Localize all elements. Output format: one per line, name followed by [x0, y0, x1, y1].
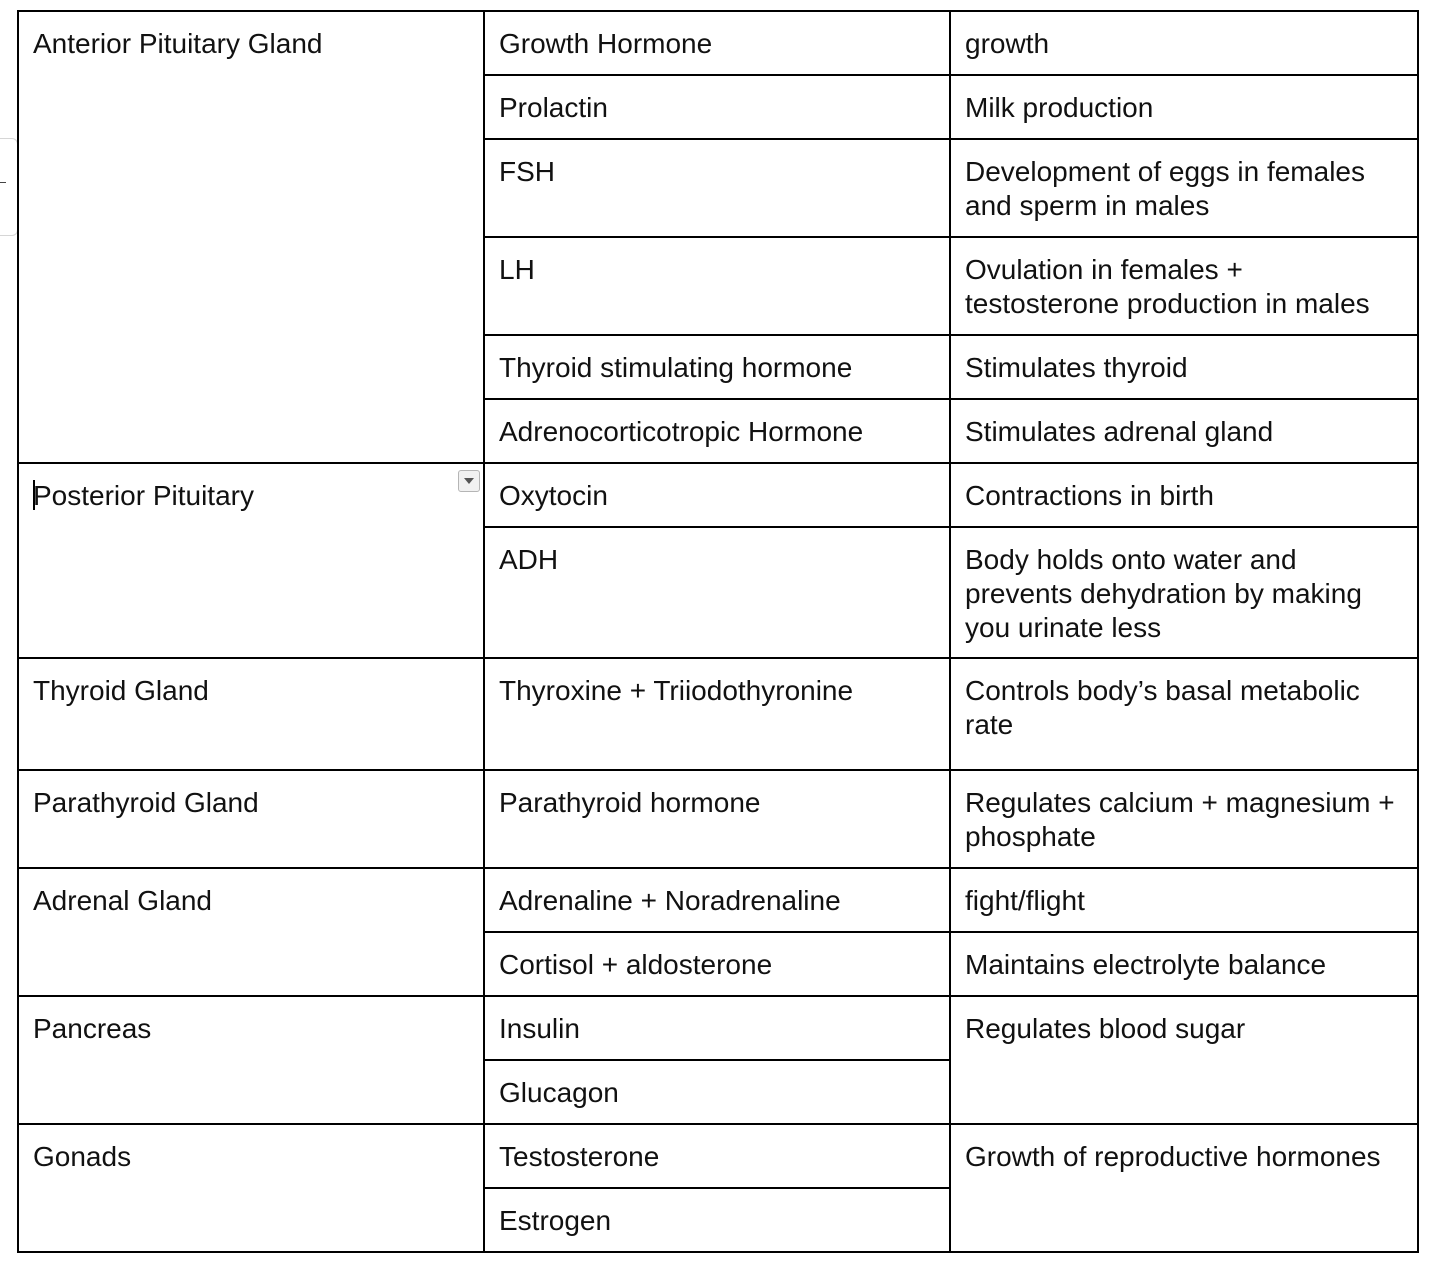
gland-cell[interactable] [18, 1124, 484, 1252]
function-cell[interactable] [950, 139, 1418, 237]
hormone-name: Prolactin [499, 92, 608, 123]
table-row [18, 463, 1418, 527]
gland-name: Anterior Pituitary Gland [33, 28, 323, 59]
hormone-cell[interactable] [484, 11, 950, 75]
hormone-function: Maintains electrolyte balance [965, 949, 1327, 980]
function-cell[interactable] [950, 335, 1418, 399]
table-row [18, 770, 1418, 868]
hormone-function: Contractions in birth [965, 480, 1215, 511]
gland-name: Pancreas [33, 1013, 152, 1044]
hormone-cell[interactable] [484, 527, 950, 658]
hormone-name: Cortisol + aldosterone [499, 949, 773, 980]
function-cell[interactable] [950, 770, 1418, 868]
hormone-name: Oxytocin [499, 480, 608, 511]
hormone-cell[interactable] [484, 868, 950, 932]
hormone-cell[interactable] [484, 658, 950, 770]
function-cell[interactable] [950, 932, 1418, 996]
function-cell[interactable] [950, 463, 1418, 527]
gland-name: Adrenal Gland [33, 885, 213, 916]
gland-cell[interactable] [18, 463, 484, 658]
hormone-cell[interactable] [484, 75, 950, 139]
hormone-cell[interactable] [484, 996, 950, 1060]
hormone-function: Stimulates adrenal gland [965, 416, 1274, 447]
cell-dropdown-button[interactable] [458, 470, 480, 492]
function-cell[interactable] [950, 658, 1418, 770]
hormone-function: fight/flight [965, 885, 1085, 916]
hormone-function: Regulates calcium + magnesium + phosphate [965, 787, 1395, 852]
gland-cell[interactable] [18, 996, 484, 1124]
hormone-cell[interactable] [484, 237, 950, 335]
hormone-function: Regulates blood sugar [965, 1013, 1246, 1044]
endocrine-table [17, 10, 1419, 1253]
gland-name: Thyroid Gland [33, 675, 209, 706]
function-cell[interactable] [950, 1124, 1418, 1252]
table-row [18, 658, 1418, 770]
hormone-name: Adrenaline + Noradrenaline [499, 885, 841, 916]
hormone-name: Insulin [499, 1013, 580, 1044]
hormone-name: Growth Hormone [499, 28, 713, 59]
hormone-name: Glucagon [499, 1077, 619, 1108]
function-cell[interactable] [950, 996, 1418, 1124]
gland-cell[interactable] [18, 770, 484, 868]
hormone-name: ADH [499, 544, 559, 575]
hormone-cell[interactable] [484, 770, 950, 868]
function-cell[interactable] [950, 868, 1418, 932]
table-row [18, 11, 1418, 75]
hormone-name: Estrogen [499, 1205, 612, 1236]
gland-name: Posterior Pituitary [33, 480, 254, 511]
hormone-function: Ovulation in females + testosterone production in males [965, 254, 1370, 319]
table-row [18, 996, 1418, 1060]
hormone-name: Adrenocorticotropic Hormone [499, 416, 864, 447]
function-cell[interactable] [950, 75, 1418, 139]
function-cell[interactable] [950, 237, 1418, 335]
page-edge-marker [0, 182, 6, 183]
gland-cell[interactable] [18, 658, 484, 770]
hormone-cell[interactable] [484, 399, 950, 463]
hormone-cell[interactable] [484, 1124, 950, 1188]
hormone-name: FSH [499, 156, 555, 187]
gland-cell[interactable] [18, 11, 484, 463]
hormone-function: Development of eggs in females and sperm in males [965, 156, 1365, 221]
function-cell[interactable] [950, 399, 1418, 463]
hormone-cell[interactable] [484, 335, 950, 399]
hormone-cell[interactable] [484, 463, 950, 527]
hormone-function: growth [965, 28, 1050, 59]
hormone-name: Testosterone [499, 1141, 660, 1172]
function-cell[interactable] [950, 11, 1418, 75]
page-edge-tab [0, 138, 18, 236]
hormone-function: Stimulates thyroid [965, 352, 1188, 383]
hormone-name: LH [499, 254, 535, 285]
table-row [18, 1124, 1418, 1188]
hormone-name: Parathyroid hormone [499, 787, 761, 818]
hormone-function: Body holds onto water and prevents dehydration by making you urinate less [965, 544, 1362, 643]
table-row [18, 868, 1418, 932]
hormone-cell[interactable] [484, 139, 950, 237]
hormone-function: Controls body’s basal metabolic rate [965, 675, 1360, 740]
hormone-function: Milk production [965, 92, 1154, 123]
gland-cell[interactable] [18, 868, 484, 996]
gland-name: Gonads [33, 1141, 132, 1172]
hormone-name: Thyroid stimulating hormone [499, 352, 853, 383]
gland-name: Parathyroid Gland [33, 787, 259, 818]
hormone-cell[interactable] [484, 1188, 950, 1252]
function-cell[interactable] [950, 527, 1418, 658]
hormone-name: Thyroxine + Triiodothyronine [499, 675, 854, 706]
hormone-cell[interactable] [484, 1060, 950, 1124]
hormone-function: Growth of reproductive hormones [965, 1141, 1381, 1172]
hormone-cell[interactable] [484, 932, 950, 996]
